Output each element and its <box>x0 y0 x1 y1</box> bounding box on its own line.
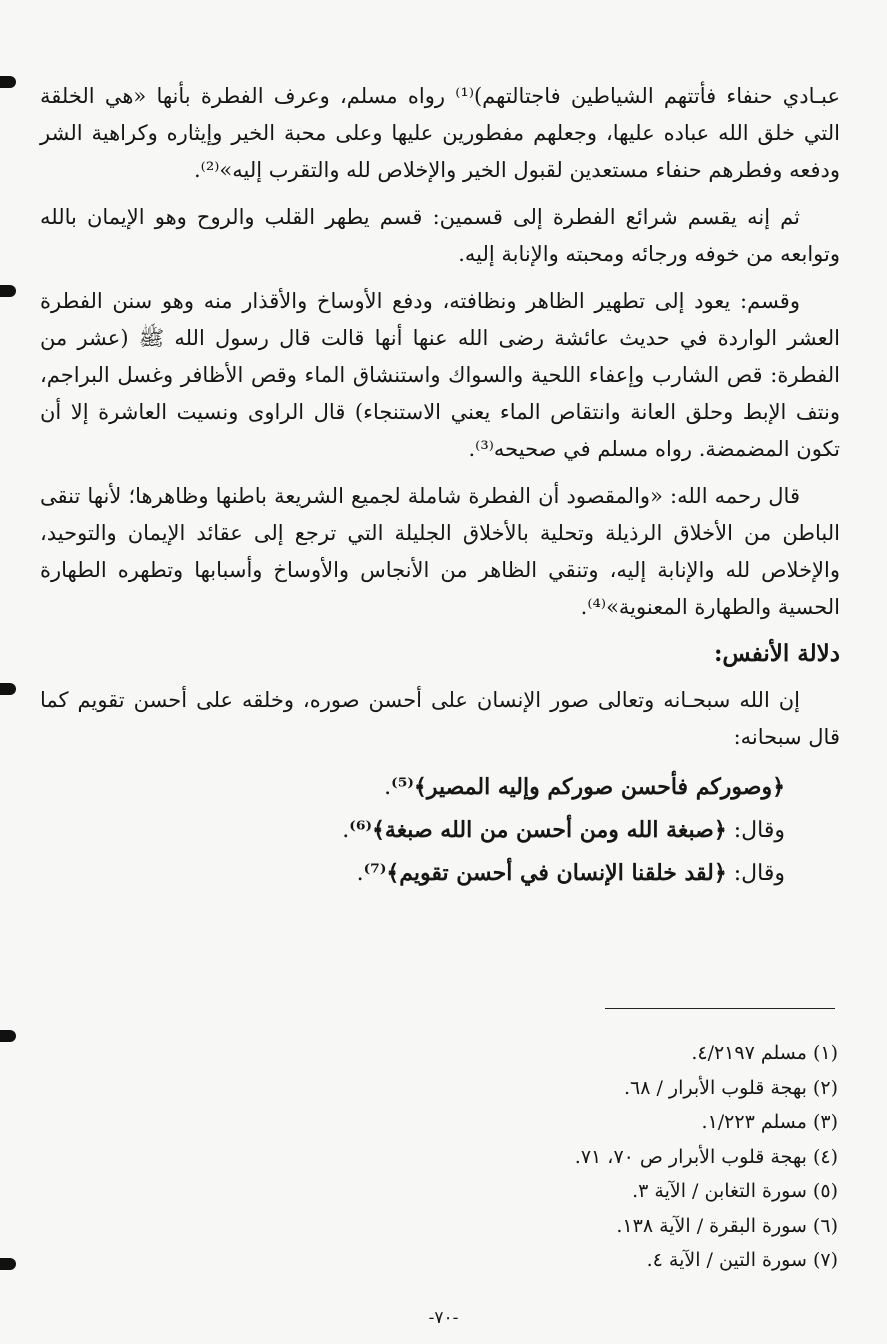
paragraph-3: وقسم: يعود إلى تطهير الظاهر ونظافته، ودفع الأوساخ والأقذار منه وهو سنن الفطرة العشر الواردة في حديث عائشة رضى الله عنها أنها قالت قال رسول الله ﷺ (عشر من الفطرة: قص الشارب وإعفاء اللحية والسواك واستنشاق الماء وقص الأظافر وغسل البراجم، ونتف الإبط وحلق العانة وانتقاص الماء يعني الاستنجاء) قال الراوى ونسيت العاشرة إلا أن تكون المضمضة. رواه مسلم في صحيحه⁽³⁾. <box>40 289 840 461</box>
paragraph-4: قال رحمه الله: «والمقصود أن الفطرة شاملة لجميع الشريعة باطنها وظاهرها؛ لأنها تنقى الباطن من الأخلاق الرذيلة وتحلية بالأخلاق الجليلة التي ترجع إلى عقائد الإيمان والتوحيد، والإخلاص لله والإنابة إليه، وتنقي الظاهر من الأنجاس والأوساخ وأسبابها وتطهره الطهارة الحسية والطهارة المعنوية»⁽⁴⁾. <box>40 484 840 619</box>
verse-text: ﴿لقد خلقنا الإنسان في أحسن تقويم﴾⁽⁷⁾ <box>363 860 727 886</box>
footnote-item: (٥) سورة التغابن / الآية ٣. <box>632 1180 838 1202</box>
verse-end: . <box>384 775 392 800</box>
binding-hole-mark <box>0 1030 16 1042</box>
verse-end: . <box>342 818 350 843</box>
footnote-item: (٣) مسلم ١/٢٢٣. <box>701 1111 838 1133</box>
footnote-divider <box>605 1008 835 1009</box>
verse-text: ﴿صبغة الله ومن أحسن من الله صبغة﴾⁽⁶⁾ <box>349 817 727 843</box>
footnote-item: (٤) بهجة قلوب الأبرار ص ٧٠، ٧١. <box>574 1145 838 1168</box>
page-body <box>40 78 840 895</box>
page-number: -٧٠- <box>428 1308 459 1328</box>
binding-hole-mark <box>0 683 16 695</box>
verse-text: ﴿وصوركم فأحسن صوركم وإليه المصير﴾⁽⁵⁾ <box>391 774 785 800</box>
intro-paragraph: إن الله سبحـانه وتعالى صور الإنسان على أحسن صوره، وخلقه على أحسن تقويم كما قال سبحانه: <box>40 688 840 749</box>
verse-end: . <box>356 861 364 886</box>
verse-1 <box>40 766 840 809</box>
binding-hole-mark <box>0 76 16 88</box>
paragraph-2: ثم إنه يقسم شرائع الفطرة إلى قسمين: قسم يطهر القلب والروح وهو الإيمان بالله وتوابعه من خوفه ورجائه ومحبته والإنابة إليه. <box>40 205 840 266</box>
verse-3 <box>40 852 840 895</box>
binding-hole-mark <box>0 285 16 297</box>
verse-prefix: وقال: <box>726 861 785 886</box>
verse-2 <box>40 809 840 852</box>
footnote-item: (٦) سورة البقرة / الآية ١٣٨. <box>616 1214 838 1237</box>
footnotes-list <box>400 1036 838 1278</box>
section-heading: دلالة الأنفس: <box>713 640 840 667</box>
verse-prefix: وقال: <box>726 818 785 843</box>
footnote-item: (٢) بهجة قلوب الأبرار / ٦٨. <box>623 1076 838 1099</box>
footnote-item: (٧) سورة التين / الآية ٤. <box>646 1249 838 1271</box>
binding-hole-mark <box>0 1258 16 1270</box>
footnote-item: (١) مسلم ٤/٢١٩٧. <box>691 1042 838 1064</box>
paragraph-1: عبـادي حنفاء فأتتهم الشياطين فاجتالتهم)⁽¹⁾ رواه مسلم، وعرف الفطرة بأنها «هي الخلقة التي خلق الله عباده عليها، وجعلهم مفطورين عليها وعلى محبة الخير وإيثاره وكراهية الشر ودفعه وفطرهم حنفاء مستعدين لقبول الخير والإخلاص لله والتقرب إليه»⁽²⁾. <box>40 84 841 182</box>
